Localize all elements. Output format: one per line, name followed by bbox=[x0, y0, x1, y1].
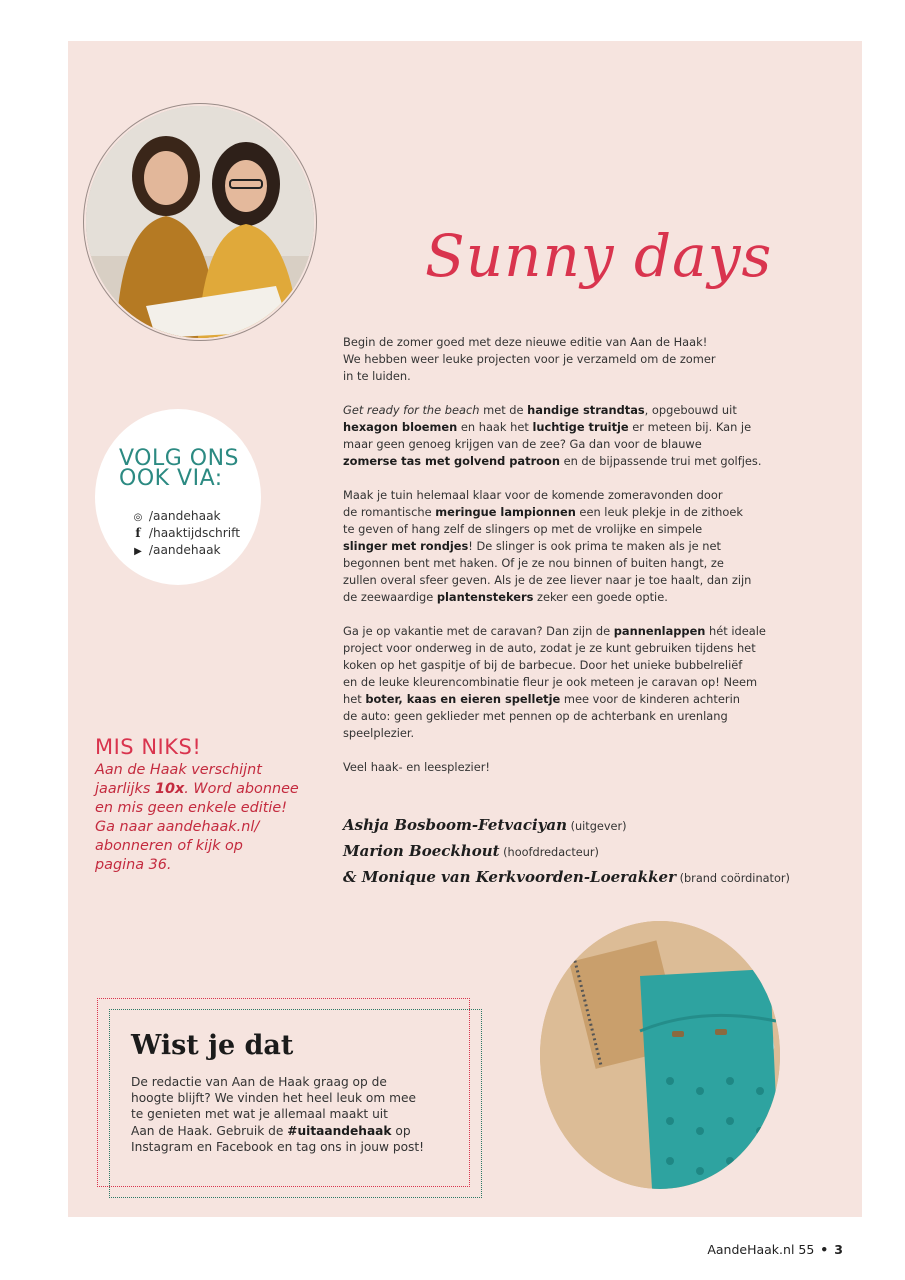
facebook-handle: /haaktijdschrift bbox=[148, 526, 241, 540]
text-line: Maak je tuin helemaal klaar voor de komende zomeravonden door bbox=[343, 488, 723, 502]
text-line: de auto: geen geklieder met pennen op de achterbank en urenlang bbox=[343, 709, 728, 723]
text-bold: slinger met rondjes bbox=[343, 539, 469, 553]
facebook-icon: f bbox=[135, 526, 141, 540]
text-run: de zeewaardige bbox=[343, 590, 437, 604]
subscribe-body bbox=[95, 761, 310, 875]
text-line: te geven of hang zelf de slingers op met de vrolijke en simpele bbox=[343, 522, 703, 536]
signature-name: Marion Boeckhout bbox=[343, 842, 500, 860]
instagram-icon: ◎ bbox=[133, 512, 143, 523]
text-run: zeker een goede optie. bbox=[533, 590, 668, 604]
text-run: op bbox=[391, 1123, 411, 1138]
intro-paragraph bbox=[343, 334, 813, 385]
text-run: met de bbox=[479, 403, 528, 417]
text-bold: zomerse tas met golvend patroon bbox=[343, 454, 560, 468]
signature-role: (hoofdredacteur) bbox=[499, 846, 599, 859]
instagram-link[interactable] bbox=[131, 509, 221, 523]
follow-us-badge bbox=[95, 409, 261, 585]
text-bold: hexagon bloemen bbox=[343, 420, 458, 434]
page-number: 3 bbox=[834, 1242, 843, 1257]
text-run: en haak het bbox=[457, 420, 533, 434]
garden-paragraph bbox=[343, 487, 813, 606]
follow-title bbox=[119, 446, 259, 491]
signature-editor bbox=[343, 842, 599, 860]
subscribe-title: MIS NIKS! bbox=[95, 735, 202, 759]
follow-title-line: VOLG ONS bbox=[119, 446, 240, 471]
text-run: Aan de Haak. Gebruik de bbox=[131, 1123, 288, 1138]
text-run: hét ideale bbox=[705, 624, 766, 638]
beach-paragraph bbox=[343, 402, 813, 470]
text-line: Aan de Haak verschijnt bbox=[95, 762, 262, 778]
did-you-know-title: Wist je dat bbox=[131, 1030, 294, 1061]
text-line: zullen overal sfeer geven. Als je de zee liever naar je toe haalt, dan zijn bbox=[343, 573, 752, 587]
text-run: ! De slinger is ook prima te maken als je net bbox=[468, 539, 721, 553]
caravan-paragraph bbox=[343, 623, 813, 742]
text-run: de romantische bbox=[343, 505, 436, 519]
youtube-icon: ▶ bbox=[134, 546, 142, 557]
text-line: en de leuke kleurencombinatie fleur je ook meteen je caravan op! Neem bbox=[343, 675, 758, 689]
text-line: abonneren of kijk op bbox=[95, 838, 243, 854]
signature-role: (brand coördinator) bbox=[676, 872, 790, 885]
text-line: Begin de zomer goed met deze nieuwe editie van Aan de Haak! bbox=[343, 335, 708, 349]
page-title: Sunny days bbox=[425, 222, 773, 290]
did-you-know-body bbox=[131, 1074, 461, 1155]
text-bold: pannenlappen bbox=[613, 624, 706, 638]
footer-bullet: • bbox=[820, 1242, 829, 1257]
text-bold: handige strandtas bbox=[527, 403, 645, 417]
text-line: maar geen genoeg krijgen van de zee? Ga dan voor de blauwe bbox=[343, 437, 702, 451]
text-line: De redactie van Aan de Haak graag op de bbox=[131, 1075, 387, 1089]
text-italic: Get ready for the beach bbox=[343, 403, 480, 417]
text-bold: luchtige truitje bbox=[532, 420, 629, 434]
signature-name: Ashja Bosboom-Fetvaciyan bbox=[343, 816, 567, 834]
signature-publisher bbox=[343, 816, 627, 834]
text-run: en de bijpassende trui met golfjes. bbox=[559, 454, 762, 468]
text-run: mee voor de kinderen achterin bbox=[560, 692, 740, 706]
laptop-sleeve-illustration bbox=[540, 921, 780, 1189]
text-line: te genieten met wat je allemaal maakt uit bbox=[131, 1107, 388, 1122]
follow-title-line: OOK VIA: bbox=[119, 466, 223, 491]
text-run: een leuk plekje in de zithoek bbox=[575, 505, 743, 519]
editors-photo-illustration bbox=[86, 106, 314, 338]
subscribe-link[interactable]: Ga naar aandehaak.nl/ bbox=[95, 819, 260, 835]
text-run: Ga je op vakantie met de caravan? Dan zijn de bbox=[343, 624, 614, 638]
hashtag: #uitaandehaak bbox=[287, 1123, 392, 1138]
footer-site: AandeHaak.nl 55 bbox=[707, 1242, 815, 1257]
text-run: . Word abonnee bbox=[184, 781, 299, 797]
text-run: , opgebouwd uit bbox=[644, 403, 737, 417]
text-bold: 10x bbox=[154, 781, 185, 797]
signature-role: (uitgever) bbox=[567, 820, 627, 833]
text-line: We hebben weer leuke projecten voor je verzameld om de zomer bbox=[343, 352, 716, 366]
text-line: begonnen bent met haken. Of je ze nou binnen of buiten hangt, ze bbox=[343, 556, 724, 570]
text-line: koken op het gaspitje of bij de barbecue. Door het unieke bubbelreliëf bbox=[343, 658, 743, 672]
editors-photo bbox=[86, 106, 314, 338]
youtube-link[interactable] bbox=[131, 543, 221, 557]
signature-brand bbox=[343, 868, 790, 886]
text-line: en mis geen enkele editie! bbox=[95, 800, 288, 816]
page-footer bbox=[707, 1242, 843, 1257]
text-bold: plantenstekers bbox=[436, 590, 534, 604]
facebook-link[interactable] bbox=[131, 526, 240, 540]
text-line: hoogte blijft? We vinden het heel leuk om mee bbox=[131, 1091, 416, 1106]
text-line: pagina 36. bbox=[95, 857, 172, 873]
laptop-sleeve-photo bbox=[540, 921, 780, 1189]
signature-name: & Monique van Kerkvoorden-Loerakker bbox=[343, 868, 676, 886]
text-run: het bbox=[343, 692, 366, 706]
text-line: in te luiden. bbox=[343, 369, 411, 383]
editorial-text bbox=[343, 334, 813, 793]
text-bold: meringue lampionnen bbox=[435, 505, 576, 519]
text-run: er meteen bij. Kan je bbox=[628, 420, 752, 434]
subscribe-callout bbox=[95, 735, 310, 875]
youtube-handle: /aandehaak bbox=[148, 543, 221, 557]
text-run: jaarlijks bbox=[95, 781, 155, 797]
text-line: project voor onderweg in de auto, zodat je ze kunt gebruiken tijdens het bbox=[343, 641, 756, 655]
text-line: Instagram en Facebook en tag ons in jouw post! bbox=[131, 1139, 425, 1154]
instagram-handle: /aandehaak bbox=[148, 509, 221, 523]
text-line: speelplezier. bbox=[343, 726, 415, 740]
text-bold: boter, kaas en eieren spelletje bbox=[365, 692, 561, 706]
closing-line: Veel haak- en leesplezier! bbox=[343, 760, 490, 774]
